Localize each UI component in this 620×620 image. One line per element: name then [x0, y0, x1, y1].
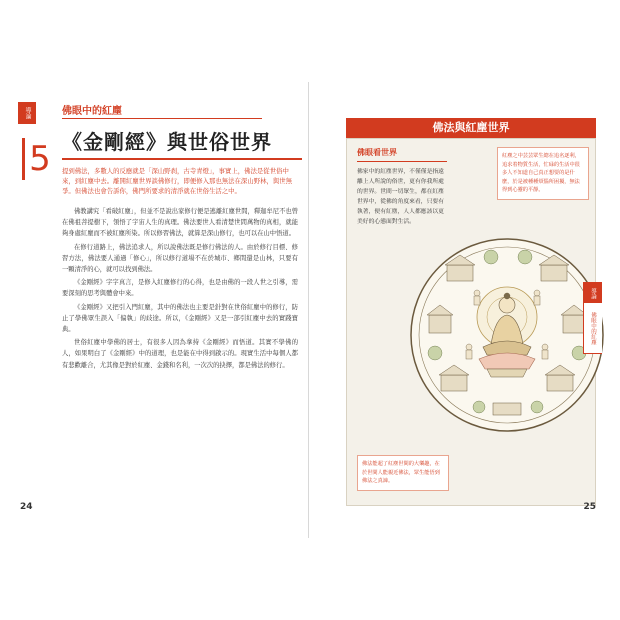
body-paragraph: 在修行道路上，佛法追求人，所以說佛法既是修行佛法的人。由於修行目標、修習方法，佛法要人通過「修心」，所以修行道場不在於城市、鄉間還是山林，只要有一顆清淨的心，就可以找到佛法。: [62, 243, 298, 274]
body-paragraph: 佛教講究「看破紅塵」，但並不是說出家修行便是逃離紅塵世間，釋迦牟尼不也曾在佛祖菩提樹下，領悟了宇宙人生的真理。佛法要世人看清楚世間萬物的真相，就能夠身處紅塵而不被紅塵所染。所以修習佛法，就算是深山修行，也可以在山中悟道。: [62, 208, 298, 238]
left-page: [18, 82, 309, 538]
illustration-panel: [346, 138, 596, 506]
section-banner: 佛法與紅塵世界: [346, 118, 596, 138]
callout-bottom: 佛法能超了紅塵世間的大樂趣，在於世間人能親近佛法，眾生能悟到佛法之真諦。: [357, 455, 449, 491]
body-paragraph: 《金剛經》字字真言，是修入紅塵修行的心得，也是由佛的一段人世之引導，需要深刻的思考與體會中來。: [62, 279, 298, 298]
lead-paragraph: 提到佛法，多數人的反應就是「深山野刹，古寺青燈」，事實上，佛法是從世俗中來，到紅塵中去。離開紅塵世界談佛修行，即便修入那也無法在深山野林，與世無爭。但佛法也會告訴你，佛門所要求的清淨就在世俗生活之中。: [62, 167, 293, 195]
body-text: [62, 206, 298, 373]
callout-top: 紅塵之中芸芸眾生總在追名逐利，追求着物質生活，忙碌的生活中很多人不知道自己真正想要的是什麼，於是被種種煩惱所困擾，無法得到心靈的平靜。: [497, 147, 589, 200]
page-title: 《金剛經》與世俗世界: [62, 130, 272, 154]
body-paragraph: 《金剛經》又把引入門紅塵，其中的佛法也主要是針對在世俗紅塵中的修行，防止了學佛眾生誤入「偏執」的歧途。所以，《金剛經》又是一部引紅塵中去的實踐寶典。: [62, 303, 298, 334]
tab-right-subtitle: 佛眼中的紅塵: [590, 311, 596, 345]
book-spread: [0, 82, 620, 540]
buddha-mandala-illustration: [407, 235, 607, 435]
title-divider: [62, 158, 302, 160]
chapter-number: 5: [22, 138, 55, 180]
right-page: [310, 82, 602, 538]
body-paragraph: 世俗紅塵中學佛的居士，有很多人因為拿持《金剛經》而悟道。其實不學佛的人，如果明白了《金剛經》中的道理，也是能在中得到啟示的。現實生活中每個人都有悲歡離合，尤其像是對於紅塵、金錢和名利，一次次的抉擇，都是佛法的修行。: [62, 339, 298, 369]
chapter-kicker: 佛眼中的紅塵: [62, 106, 122, 117]
section-tab-left: 導論: [18, 102, 36, 124]
page-number-right: 25: [583, 502, 596, 512]
kicker-divider: [62, 118, 262, 119]
tab-right-label: 導論: [584, 283, 602, 303]
panel-intro: 佛家中的紅塵世界，不僅僅是指遠離上人所說的俗世，更有你我所處的世界。世間一切眾生，都在紅塵世界中，從佛的角度來看，只要有執著，便有紅塵，人人都應該以更美好的心態面對生活。: [357, 169, 444, 225]
page-number-left: 24: [20, 502, 33, 512]
subtitle-divider: [357, 161, 447, 162]
section-tab-right: [583, 282, 602, 354]
panel-subtitle: 佛眼看世界: [357, 147, 397, 157]
